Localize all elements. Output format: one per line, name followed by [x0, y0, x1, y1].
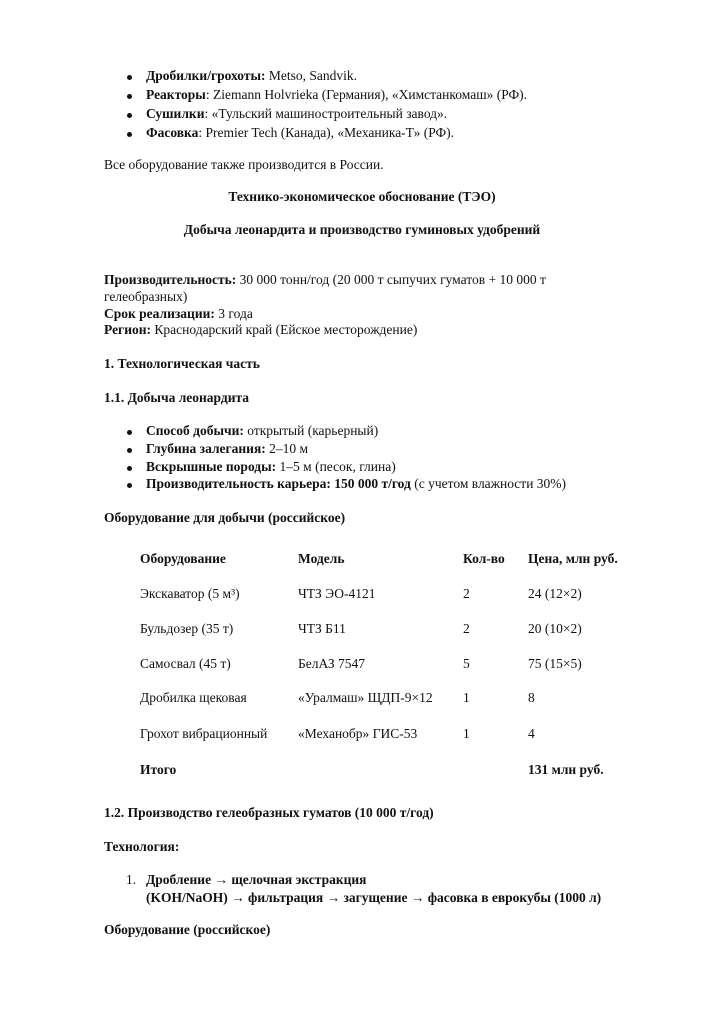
term-line: [104, 306, 253, 322]
bullet-icon: [127, 483, 132, 488]
list-item-text: открытый (карьерный): [243, 423, 379, 438]
capacity-line-continued: гелеобразных): [104, 289, 188, 304]
list-item: [146, 459, 396, 475]
table-cell: Грохот вибрационный: [140, 726, 268, 741]
list-item-label: Фасовка: [146, 125, 199, 140]
bullet-icon: [127, 448, 132, 453]
capacity-value: 30 000 тонн/год (20 000 т сыпучих гуматов + 10 000 т: [236, 272, 546, 287]
list-item: [146, 423, 378, 439]
region-value: Краснодарский край (Ейское месторождение): [151, 322, 418, 337]
table-cell: 24 (12×2): [528, 586, 582, 601]
list-item: [146, 476, 566, 492]
table-cell: БелАЗ 7547: [298, 656, 366, 671]
subsection-heading: 1.1. Добыча леонардита: [104, 390, 250, 405]
list-item-label: Вскрышные породы:: [146, 459, 277, 474]
table-header-model: Модель: [298, 551, 345, 566]
table-cell: 1: [463, 726, 470, 741]
list-item-sep: :: [198, 125, 203, 140]
list-item-text: Premier Tech (Канада), «Механика-Т» (РФ).: [202, 125, 455, 140]
table-cell: ЧТЗ ЭО-4121: [298, 586, 376, 601]
list-item-text: (с учетом влажности 30%): [410, 476, 567, 491]
list-item: [146, 87, 527, 103]
table-cell: 8: [528, 690, 535, 705]
bullet-icon: [127, 75, 132, 80]
capacity-label: Производительность:: [104, 272, 237, 287]
table-cell: 5: [463, 656, 470, 671]
capacity-line: [104, 272, 546, 288]
bullet-icon: [127, 430, 132, 435]
table-cell: 4: [528, 726, 535, 741]
term-label: Срок реализации:: [104, 306, 215, 321]
bullet-icon: [127, 466, 132, 471]
list-item-label: Реакторы: [146, 87, 206, 102]
bullet-icon: [127, 113, 132, 118]
list-item-label: Способ добычи:: [146, 423, 244, 438]
list-item-label: Производительность карьера: 150 000 т/год: [146, 476, 411, 491]
table-cell: Экскаватор (5 м³): [140, 586, 240, 601]
list-item-text: «Тульский машиностроительный завод».: [208, 106, 448, 121]
term-value: 3 года: [214, 306, 253, 321]
list-item: [146, 68, 357, 84]
region-line: [104, 322, 417, 338]
list-item-label: Сушилки: [146, 106, 205, 121]
section-heading: 1. Технологическая часть: [104, 356, 260, 371]
list-item: [146, 106, 447, 122]
table-cell: 1: [463, 690, 470, 705]
list-item-label: Дробилки/грохоты: [146, 68, 261, 83]
list-item-label: Глубина залегания:: [146, 441, 266, 456]
table-cell: Дробилка щековая: [140, 690, 247, 705]
table-header-quantity: Кол-во: [463, 551, 505, 566]
table-cell: 2: [463, 586, 470, 601]
list-item-text: 1–5 м (песок, глина): [276, 459, 396, 474]
table-header-equipment: Оборудование: [140, 551, 226, 566]
table-cell: Бульдозер (35 т): [140, 621, 234, 636]
region-label: Регион:: [104, 322, 151, 337]
bullet-icon: [127, 94, 132, 99]
equipment-heading: Оборудование (российское): [104, 922, 271, 937]
total-value: 131 млн руб.: [528, 762, 604, 777]
list-item-sep: :: [204, 106, 209, 121]
note-paragraph: Все оборудование также производится в России.: [104, 157, 384, 172]
list-item: [146, 441, 308, 457]
list-item-line: (KOH/NaOH) → фильтрация → загущение → фасовка в еврокубы (1000 л): [146, 890, 602, 905]
list-item-sep: :: [261, 68, 266, 83]
table-cell: «Уралмаш» ЩДП-9×12: [298, 690, 433, 705]
table-cell: ЧТЗ Б11: [298, 621, 346, 636]
list-item-text: Ziemann Holvrieka (Германия), «Химстанкомаш» (РФ).: [209, 87, 528, 102]
list-item: [146, 125, 454, 141]
list-item-text: Metso, Sandvik.: [265, 68, 358, 83]
table-cell: 2: [463, 621, 470, 636]
technology-heading: Технология:: [104, 839, 180, 854]
list-item-sep: :: [205, 87, 210, 102]
list-item-text: 2–10 м: [265, 441, 309, 456]
table-cell: 20 (10×2): [528, 621, 582, 636]
subsection-heading: 1.2. Производство гелеобразных гуматов (10 000 т/год): [104, 805, 434, 820]
equipment-heading: Оборудование для добычи (российское): [104, 510, 346, 525]
table-cell: «Механобр» ГИС-53: [298, 726, 418, 741]
document-subtitle: Добыча леонардита и производство гуминовых удобрений: [183, 222, 541, 237]
table-cell: 75 (15×5): [528, 656, 582, 671]
bullet-icon: [127, 132, 132, 137]
total-label: Итого: [140, 762, 177, 777]
table-header-price: Цена, млн руб.: [528, 551, 618, 566]
table-cell: Самосвал (45 т): [140, 656, 231, 671]
list-item-line: Дробление → щелочная экстракция: [146, 872, 367, 887]
document-title: Технико-экономическое обоснование (ТЭО): [228, 189, 496, 204]
list-number: 1.: [126, 872, 137, 887]
